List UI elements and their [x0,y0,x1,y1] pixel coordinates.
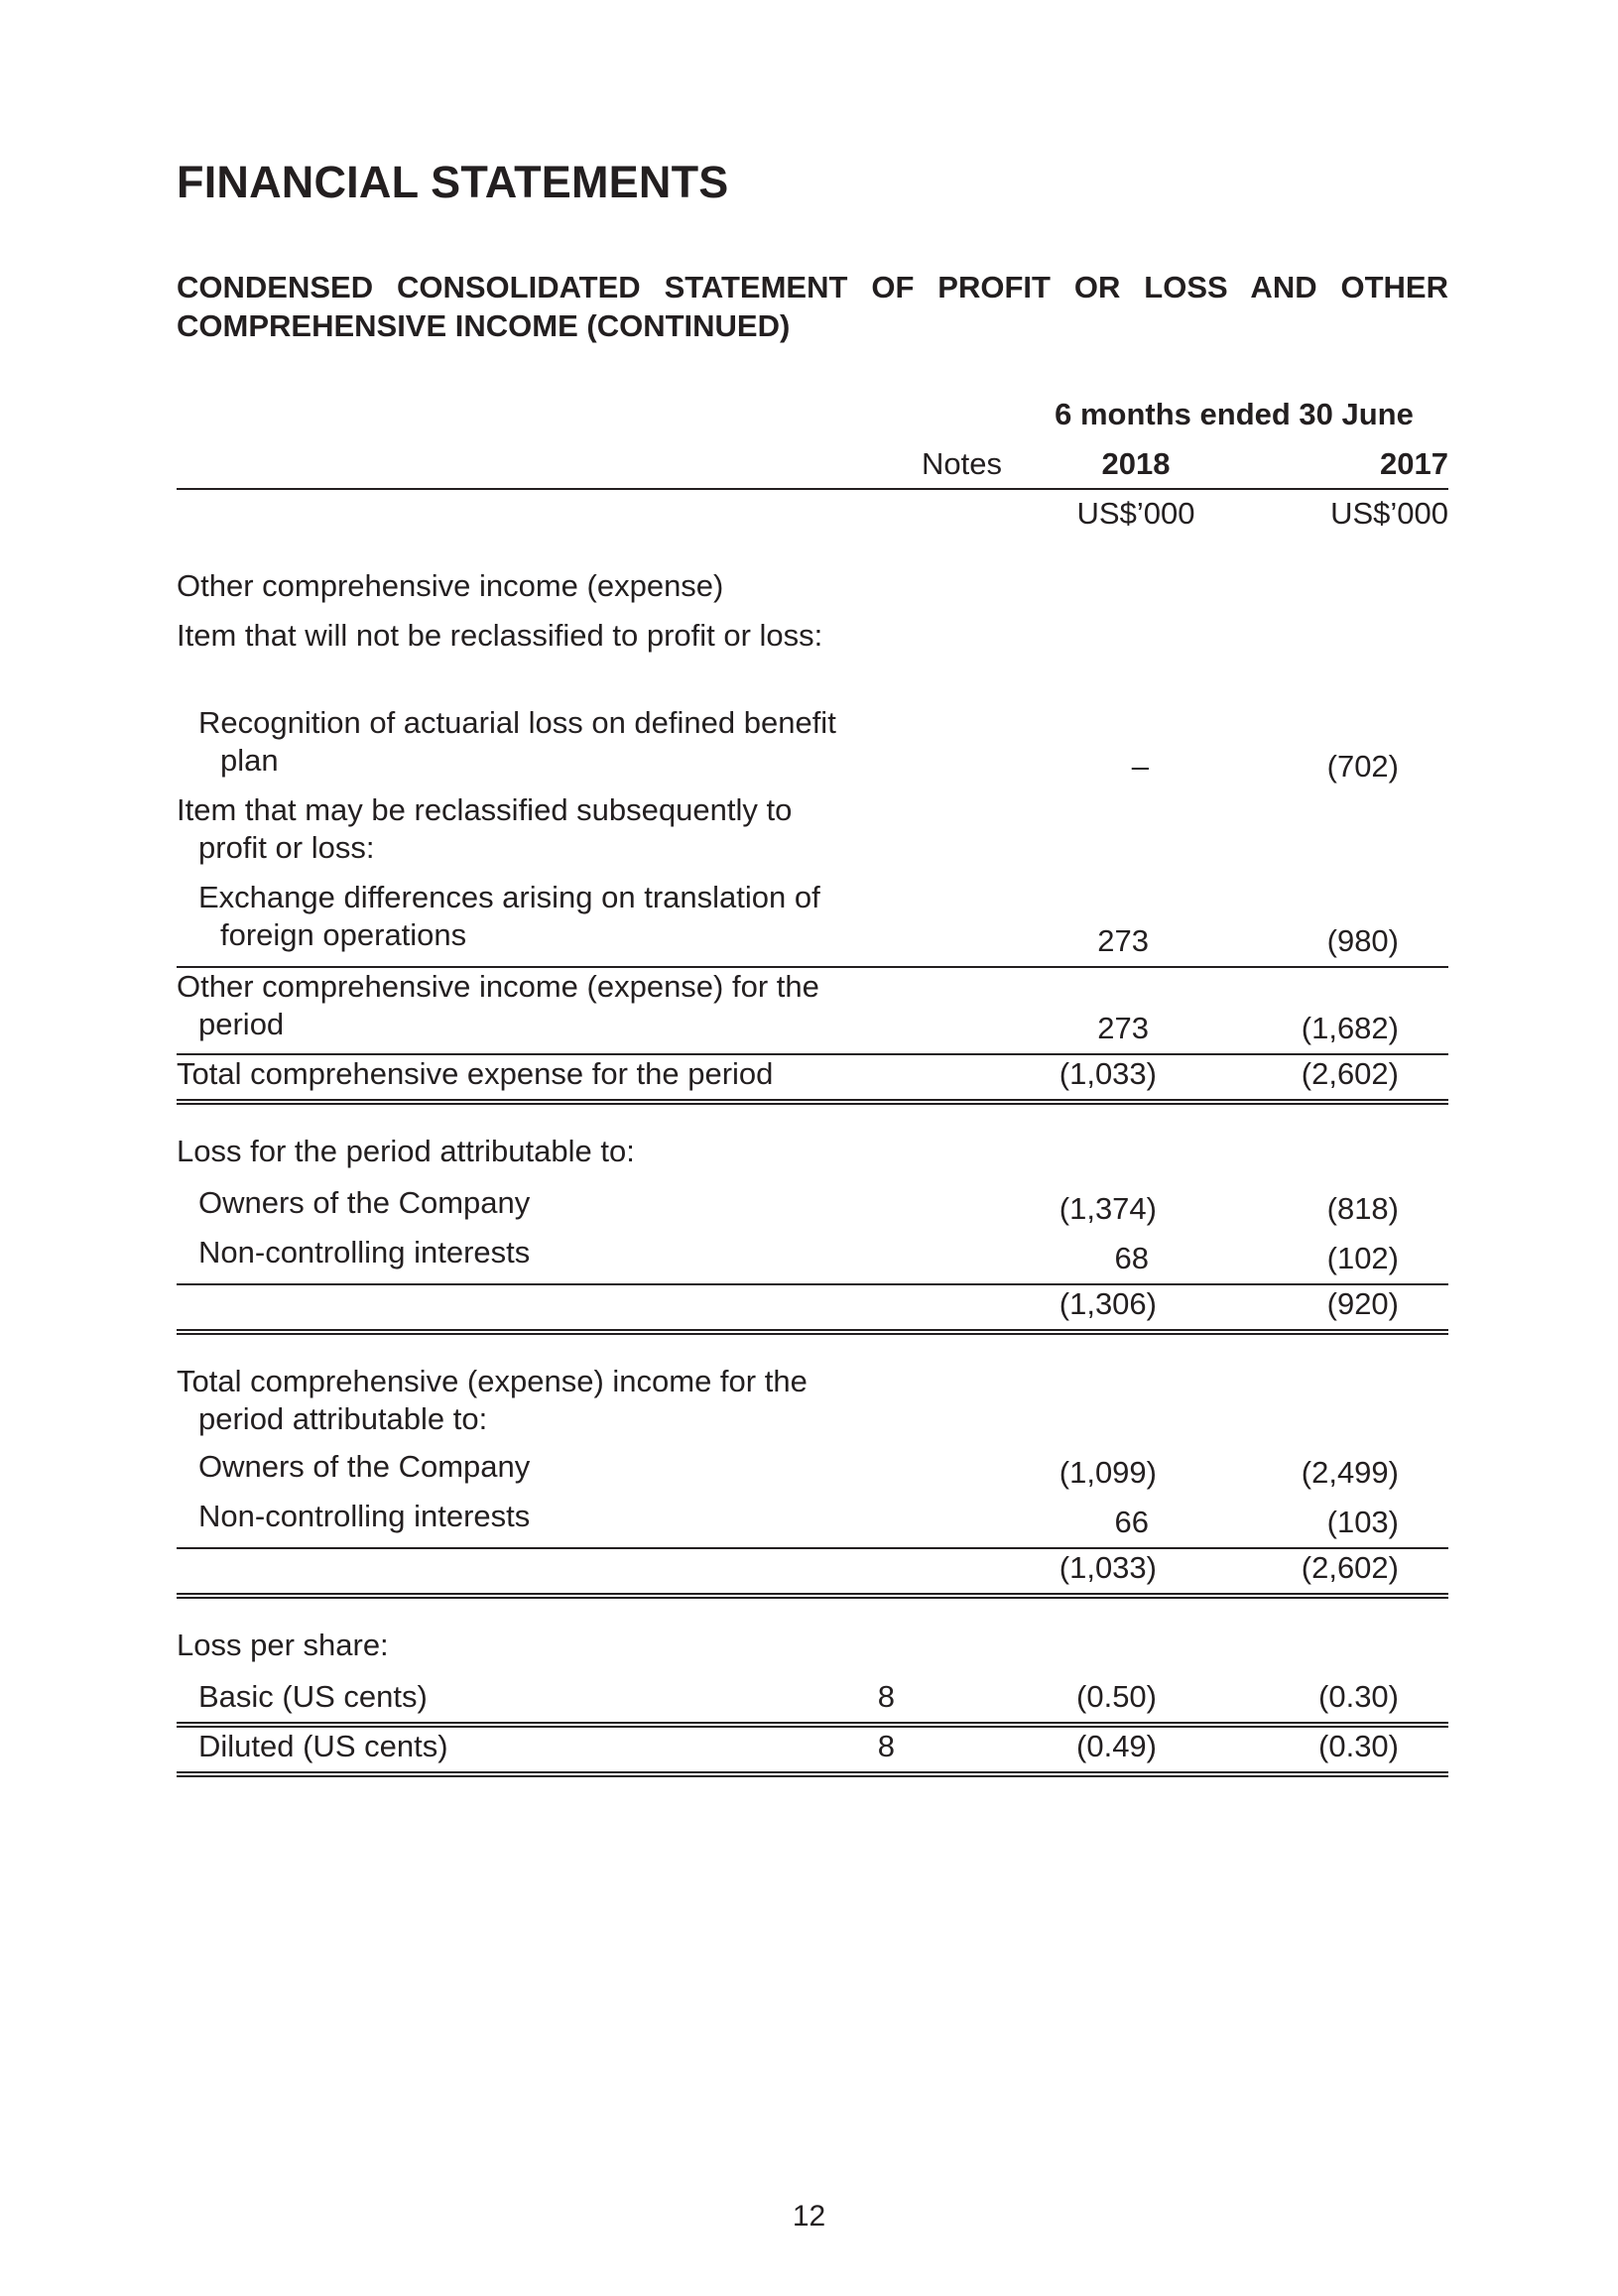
table-row [177,704,1448,791]
row-label: Owners of the Company [198,1185,531,1220]
table-row [177,1363,1448,1448]
value-2018: 66 [1114,1505,1149,1539]
value-2017: (702) [1326,749,1399,784]
row-label: Other comprehensive income (expense) [177,568,724,603]
row-label: Total comprehensive expense for the period [177,1056,774,1091]
note-reference: 8 [877,1679,895,1714]
subtitle-line-1: CONDENSED CONSOLIDATED STATEMENT OF PROFIT OR LOSS AND OTHER [177,270,1448,304]
value-2017: (0.30) [1318,1679,1399,1714]
row-label: Loss per share: [177,1628,389,1662]
table-row-total [177,1053,1448,1105]
value-2017: (102) [1326,1241,1399,1275]
period-header: 6 months ended 30 June [1055,397,1414,431]
column-header-2018: 2018 [1101,446,1171,481]
table-row [177,567,1448,617]
row-label: Non-controlling interests [198,1235,531,1269]
value-2017: (980) [1326,923,1399,958]
table-row-total [177,1547,1448,1599]
value-2017: (0.30) [1318,1729,1399,1763]
value-2017: (103) [1326,1505,1399,1539]
table-row [177,1234,1448,1283]
table-row [177,1133,1448,1184]
row-label: Diluted (US cents) [198,1729,448,1763]
unit-2018: US$’000 [1076,496,1195,531]
unit-row [177,496,1448,536]
row-label: Total comprehensive (expense) income for the period attributable to: [177,1364,808,1436]
value-2018: 273 [1097,923,1149,958]
header-divider [177,488,1448,490]
row-label: Basic (US cents) [198,1679,428,1714]
subtitle-line-2: COMPREHENSIVE INCOME (CONTINUED) [177,308,791,343]
value-2018: 273 [1097,1011,1149,1045]
value-2018: 68 [1114,1241,1149,1275]
table-row [177,1184,1448,1234]
table-row [177,1448,1448,1498]
value-2017: (2,499) [1301,1455,1399,1490]
value-2018: (1,033) [1058,1056,1157,1091]
row-label: Loss for the period attributable to: [177,1134,635,1168]
row-label: Item that will not be reclassified to profit or loss: [177,618,823,653]
page-number: 12 [792,2200,826,2233]
table-row [177,617,1448,704]
value-2018: – [1131,749,1149,784]
table-row-subtotal [177,966,1448,1053]
value-2018: (1,374) [1058,1191,1157,1226]
statement-subtitle [177,268,1448,345]
table-row [177,879,1448,966]
value-2018: (1,099) [1058,1455,1157,1490]
row-label: Non-controlling interests [198,1499,531,1533]
value-2017: (920) [1326,1286,1399,1321]
value-2018: (1,306) [1058,1286,1157,1321]
value-2018: (0.50) [1076,1679,1157,1714]
page-title: FINANCIAL STATEMENTS [177,157,729,207]
table-row [177,1678,1448,1728]
column-header-row [177,446,1448,486]
value-2017: (2,602) [1301,1550,1399,1585]
column-header-2017: 2017 [1380,446,1448,481]
notes-column-header: Notes [922,446,1002,481]
value-2017: (1,682) [1301,1011,1399,1045]
value-2017: (818) [1326,1191,1399,1226]
table-row-total [177,1283,1448,1335]
row-label: Recognition of actuarial loss on defined benefit plan [198,705,836,778]
table-row [177,791,1448,879]
table-row [177,1498,1448,1547]
value-2018: (0.49) [1076,1729,1157,1763]
note-reference: 8 [877,1729,895,1763]
value-2017: (2,602) [1301,1056,1399,1091]
table-row [177,1728,1448,1777]
value-2018: (1,033) [1058,1550,1157,1585]
row-label: Other comprehensive income (expense) for the period [177,969,819,1041]
statement-body [177,567,1448,1777]
row-label: Item that may be reclassified subsequently to profit or loss: [177,792,793,865]
row-label: Exchange differences arising on translation of foreign operations [198,880,820,952]
unit-2017: US$’000 [1330,496,1448,531]
table-row [177,1627,1448,1678]
row-label: Owners of the Company [198,1449,531,1484]
